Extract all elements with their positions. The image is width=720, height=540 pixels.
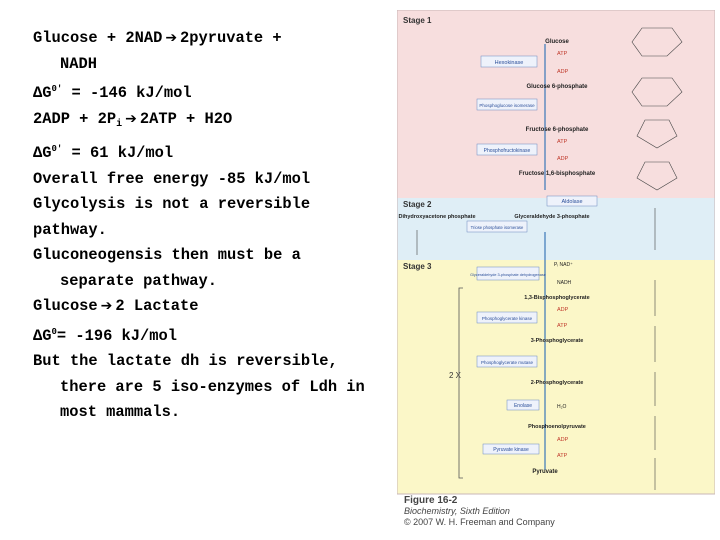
cofactor-label: Pᵢ NAD⁺ — [554, 262, 573, 268]
text-line: Gluconeogensis then must be a — [33, 246, 301, 265]
enzyme-box — [547, 196, 597, 206]
caption-title: Figure 16-2 — [404, 495, 458, 506]
enzyme-box — [470, 267, 546, 280]
glycolysis-figure — [397, 10, 715, 530]
caption-copyright: © 2007 W. H. Freeman and Company — [404, 517, 555, 527]
text-line: $\Delta G^{0'} = -146$ kJ/mol — [33, 84, 192, 103]
metabolite-label: Fructose 1,6-bisphosphate — [518, 171, 596, 177]
svg-text:Glyceraldehyde 3-phosphate deh: Glyceraldehyde 3-phosphate dehydrogenase — [470, 273, 546, 277]
cofactor-label: ADP — [557, 156, 569, 162]
text-line: separate pathway. — [60, 271, 218, 290]
text-line: most mammals. — [60, 403, 181, 422]
text-line: pathway. — [33, 220, 107, 239]
text-line: $\Delta G^0= -196$ kJ/mol — [33, 326, 177, 345]
cofactor-label: ATP — [557, 323, 568, 329]
text-line: NADH — [60, 54, 97, 73]
arrow-icon: ➔ — [125, 110, 137, 127]
cofactor-label: ADP — [557, 437, 569, 443]
text-line: $2ADP + 2P_i$ ➔ 2ATP + H2O — [33, 107, 388, 138]
enzyme-box — [467, 221, 527, 232]
metabolite-label: Glucose 6-phosphate — [526, 84, 588, 90]
svg-text:Enolase: Enolase — [513, 403, 533, 409]
svg-text:Phosphoglucose isomerase: Phosphoglucose isomerase — [479, 103, 535, 108]
arrow-icon: ➔ — [100, 298, 113, 315]
text-line: Overall free energy -85 kJ/mol — [33, 169, 311, 188]
text-line: But the lactate dh is reversible, — [33, 352, 338, 371]
enzyme-box — [481, 56, 537, 67]
text-line: $\Delta G^{0'} = 61$ kJ/mol — [33, 144, 174, 163]
svg-text:Hexokinase: Hexokinase — [494, 60, 524, 66]
metabolite-label: Phosphoenolpyruvate — [528, 424, 586, 430]
svg-text:Phosphoglycerate mutase: Phosphoglycerate mutase — [480, 360, 534, 365]
metabolite-label: Pyruvate — [532, 469, 558, 475]
metabolite-label: 2-Phosphoglycerate — [530, 380, 584, 386]
caption-edition: Biochemistry, Sixth Edition — [404, 506, 510, 516]
metabolite-label: Dihydroxyacetone phosphate — [398, 214, 476, 220]
cofactor-label: NADH — [557, 280, 572, 286]
stage2-band — [397, 198, 715, 260]
text-line: Glucose + 2NAD ➔ 2pyruvate + — [33, 26, 388, 52]
enzyme-box — [477, 312, 537, 323]
cofactor-label: ATP — [557, 139, 568, 145]
slide-text-block — [33, 26, 388, 426]
stage3-label: Stage 3 — [403, 262, 432, 271]
stage1-label: Stage 1 — [403, 16, 432, 25]
stage2-label: Stage 2 — [403, 200, 432, 209]
svg-text:Aldolase: Aldolase — [561, 199, 583, 205]
metabolite-label: Fructose 6-phosphate — [525, 127, 589, 133]
metabolite-label: 3-Phosphoglycerate — [530, 338, 584, 344]
svg-text:Phosphofructokinase: Phosphofructokinase — [483, 148, 531, 154]
times-two-label: 2 X — [449, 371, 462, 380]
metabolite-label: Glyceraldehyde 3-phosphate — [514, 214, 590, 220]
cofactor-label: H₂O — [557, 404, 567, 410]
cofactor-label: ADP — [557, 69, 569, 75]
enzyme-box — [477, 99, 537, 110]
cofactor-label: ATP — [557, 51, 568, 57]
arrow-icon: ➔ — [165, 30, 178, 46]
metabolite-label: Glucose — [545, 39, 569, 45]
cofactor-label: ADP — [557, 307, 569, 313]
enzyme-box — [477, 356, 537, 367]
text-line: Glucose ➔ 2 Lactate — [33, 294, 388, 320]
svg-text:Pyruvate kinase: Pyruvate kinase — [493, 447, 529, 453]
text-line: Glycolysis is not a reversible — [33, 195, 311, 214]
cofactor-label: ATP — [557, 453, 568, 459]
enzyme-box — [483, 444, 539, 454]
svg-text:Triose phosphate isomerase: Triose phosphate isomerase — [470, 225, 524, 230]
metabolite-label: 1,3-Bisphosphoglycerate — [524, 295, 590, 301]
svg-text:Phosphoglycerate kinase: Phosphoglycerate kinase — [481, 316, 533, 321]
enzyme-box — [507, 400, 539, 410]
figure-caption — [404, 495, 555, 528]
enzyme-box — [477, 144, 537, 155]
text-line: there are 5 iso-enzymes of Ldh in — [60, 377, 365, 396]
